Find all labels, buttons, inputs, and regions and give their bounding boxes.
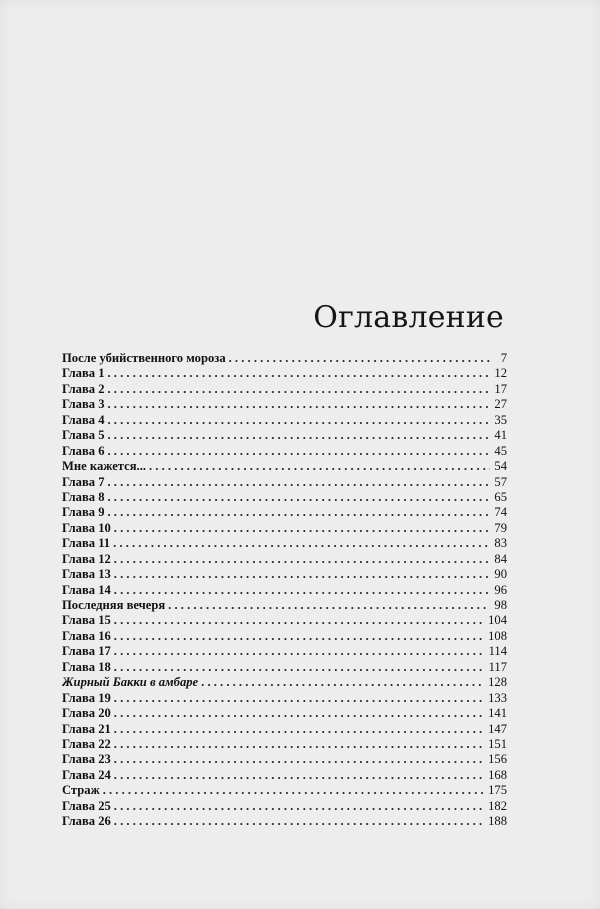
toc-entry bbox=[62, 366, 507, 381]
dot-leader bbox=[114, 768, 485, 783]
toc-entry-page: 83 bbox=[494, 536, 507, 551]
toc-entry bbox=[62, 413, 507, 428]
toc-entry bbox=[62, 475, 507, 490]
dot-leader bbox=[114, 737, 485, 752]
toc-entry-page: 98 bbox=[494, 598, 507, 612]
toc-entry bbox=[62, 444, 507, 459]
toc-entry bbox=[62, 752, 507, 767]
toc-entry bbox=[62, 613, 507, 628]
table-of-contents bbox=[62, 351, 507, 830]
dot-leader bbox=[108, 444, 491, 459]
dot-leader bbox=[114, 629, 485, 644]
toc-entry-label: Глава 23 bbox=[62, 752, 111, 767]
dot-leader bbox=[114, 722, 485, 737]
toc-entry-label: Жирный Бакки в амбаре bbox=[62, 675, 199, 690]
toc-entry-label: Глава 21 bbox=[62, 721, 111, 736]
toc-entry-label: Последняя вечеря bbox=[62, 598, 166, 612]
toc-entry-label: Мне кажется... bbox=[62, 459, 146, 474]
toc-entry-label: Глава 8 bbox=[62, 489, 105, 504]
dot-leader bbox=[114, 691, 485, 706]
toc-entry bbox=[62, 536, 507, 551]
toc-entry-page: 175 bbox=[488, 783, 507, 798]
dot-leader bbox=[114, 552, 490, 567]
toc-entry-page: 35 bbox=[494, 412, 507, 427]
dot-leader bbox=[114, 660, 486, 675]
toc-entry bbox=[62, 490, 507, 505]
toc-entry-label: Глава 14 bbox=[62, 582, 111, 597]
toc-entry-page: 27 bbox=[494, 397, 507, 412]
toc-entry-page: 114 bbox=[488, 644, 507, 659]
dot-leader bbox=[113, 536, 490, 551]
toc-entry-page: 108 bbox=[488, 628, 507, 643]
dot-leader bbox=[114, 706, 485, 721]
dot-leader bbox=[108, 428, 491, 443]
toc-entry bbox=[62, 351, 507, 366]
dot-leader bbox=[114, 752, 485, 767]
toc-entry bbox=[62, 799, 507, 814]
toc-entry-label: Глава 6 bbox=[62, 443, 105, 458]
toc-entry-label: Глава 18 bbox=[62, 659, 111, 674]
toc-entry-label: Глава 7 bbox=[62, 474, 105, 489]
toc-entry-page: 74 bbox=[494, 505, 507, 520]
dot-leader bbox=[168, 598, 490, 613]
toc-entry bbox=[62, 814, 507, 829]
toc-entry bbox=[62, 737, 507, 752]
dot-leader bbox=[114, 567, 490, 582]
dot-leader bbox=[108, 505, 491, 520]
toc-entry-label: Глава 11 bbox=[62, 536, 111, 551]
toc-entry-page: 188 bbox=[488, 814, 507, 829]
toc-entry-label: Глава 12 bbox=[62, 551, 111, 566]
toc-entry bbox=[62, 675, 507, 690]
dot-leader bbox=[114, 644, 486, 659]
toc-entry-page: 45 bbox=[494, 443, 507, 458]
toc-entry bbox=[62, 768, 507, 783]
toc-entry-page: 57 bbox=[494, 474, 507, 489]
dot-leader bbox=[229, 351, 490, 366]
toc-entry-page: 17 bbox=[494, 381, 507, 396]
dot-leader bbox=[108, 413, 491, 428]
dot-leader bbox=[108, 397, 491, 412]
toc-entry bbox=[62, 459, 507, 474]
toc-entry-label: Глава 15 bbox=[62, 613, 111, 628]
dot-leader bbox=[108, 382, 491, 397]
toc-entry-page: 12 bbox=[494, 366, 507, 381]
toc-entry-label: После убийственного мороза bbox=[62, 351, 226, 365]
toc-entry-label: Глава 5 bbox=[62, 428, 105, 443]
toc-entry-page: 65 bbox=[494, 489, 507, 504]
toc-entry-page: 147 bbox=[488, 721, 507, 736]
toc-entry bbox=[62, 428, 507, 443]
toc-entry-label: Глава 1 bbox=[62, 366, 105, 381]
toc-entry-label: Глава 22 bbox=[62, 736, 111, 751]
toc-entry bbox=[62, 521, 507, 536]
toc-entry bbox=[62, 629, 507, 644]
toc-entry-label: Глава 3 bbox=[62, 397, 105, 412]
toc-entry-page: 79 bbox=[494, 520, 507, 535]
toc-entry bbox=[62, 660, 507, 675]
toc-entry-page: 117 bbox=[488, 659, 507, 674]
dot-leader bbox=[114, 799, 485, 814]
toc-entry-page: 168 bbox=[488, 767, 507, 782]
toc-entry-label: Глава 19 bbox=[62, 690, 111, 705]
toc-entry bbox=[62, 691, 507, 706]
dot-leader bbox=[114, 613, 485, 628]
dot-leader bbox=[201, 675, 485, 690]
toc-entry-label: Страж bbox=[62, 783, 100, 798]
toc-entry-page: 84 bbox=[494, 551, 507, 566]
toc-entry bbox=[62, 505, 507, 520]
dot-leader bbox=[114, 521, 490, 536]
dot-leader bbox=[114, 583, 490, 598]
toc-entry-label: Глава 16 bbox=[62, 628, 111, 643]
dot-leader bbox=[108, 366, 491, 381]
dot-leader bbox=[108, 490, 491, 505]
toc-entry-page: 104 bbox=[488, 613, 507, 628]
toc-entry bbox=[62, 397, 507, 412]
toc-entry-label: Глава 10 bbox=[62, 520, 111, 535]
toc-entry-page: 54 bbox=[494, 459, 507, 474]
toc-entry bbox=[62, 567, 507, 582]
toc-entry-label: Глава 26 bbox=[62, 814, 111, 829]
toc-entry-page: 182 bbox=[488, 798, 507, 813]
toc-entry-label: Глава 25 bbox=[62, 798, 111, 813]
toc-entry-label: Глава 20 bbox=[62, 706, 111, 721]
dot-leader bbox=[149, 459, 490, 474]
toc-entry-label: Глава 2 bbox=[62, 381, 105, 396]
toc-entry bbox=[62, 382, 507, 397]
dot-leader bbox=[103, 783, 485, 798]
toc-entry-label: Глава 4 bbox=[62, 412, 105, 427]
page-title: Оглавление bbox=[313, 300, 504, 335]
toc-entry bbox=[62, 583, 507, 598]
toc-entry bbox=[62, 644, 507, 659]
toc-entry-page: 133 bbox=[488, 690, 507, 705]
toc-entry bbox=[62, 783, 507, 798]
toc-entry bbox=[62, 552, 507, 567]
toc-entry-page: 7 bbox=[500, 351, 507, 365]
toc-entry bbox=[62, 706, 507, 721]
toc-entry-page: 151 bbox=[488, 736, 507, 751]
toc-entry-page: 156 bbox=[488, 752, 507, 767]
toc-entry-label: Глава 24 bbox=[62, 767, 111, 782]
toc-entry-page: 141 bbox=[488, 706, 507, 721]
dot-leader bbox=[108, 475, 491, 490]
toc-entry-page: 128 bbox=[488, 675, 507, 690]
dot-leader bbox=[114, 814, 485, 829]
toc-entry-page: 41 bbox=[494, 428, 507, 443]
toc-entry-page: 90 bbox=[494, 567, 507, 582]
toc-entry-label: Глава 9 bbox=[62, 505, 105, 520]
toc-entry bbox=[62, 722, 507, 737]
toc-entry-label: Глава 13 bbox=[62, 567, 111, 582]
toc-entry-page: 96 bbox=[494, 582, 507, 597]
toc-entry-label: Глава 17 bbox=[62, 644, 111, 659]
toc-entry bbox=[62, 598, 507, 613]
